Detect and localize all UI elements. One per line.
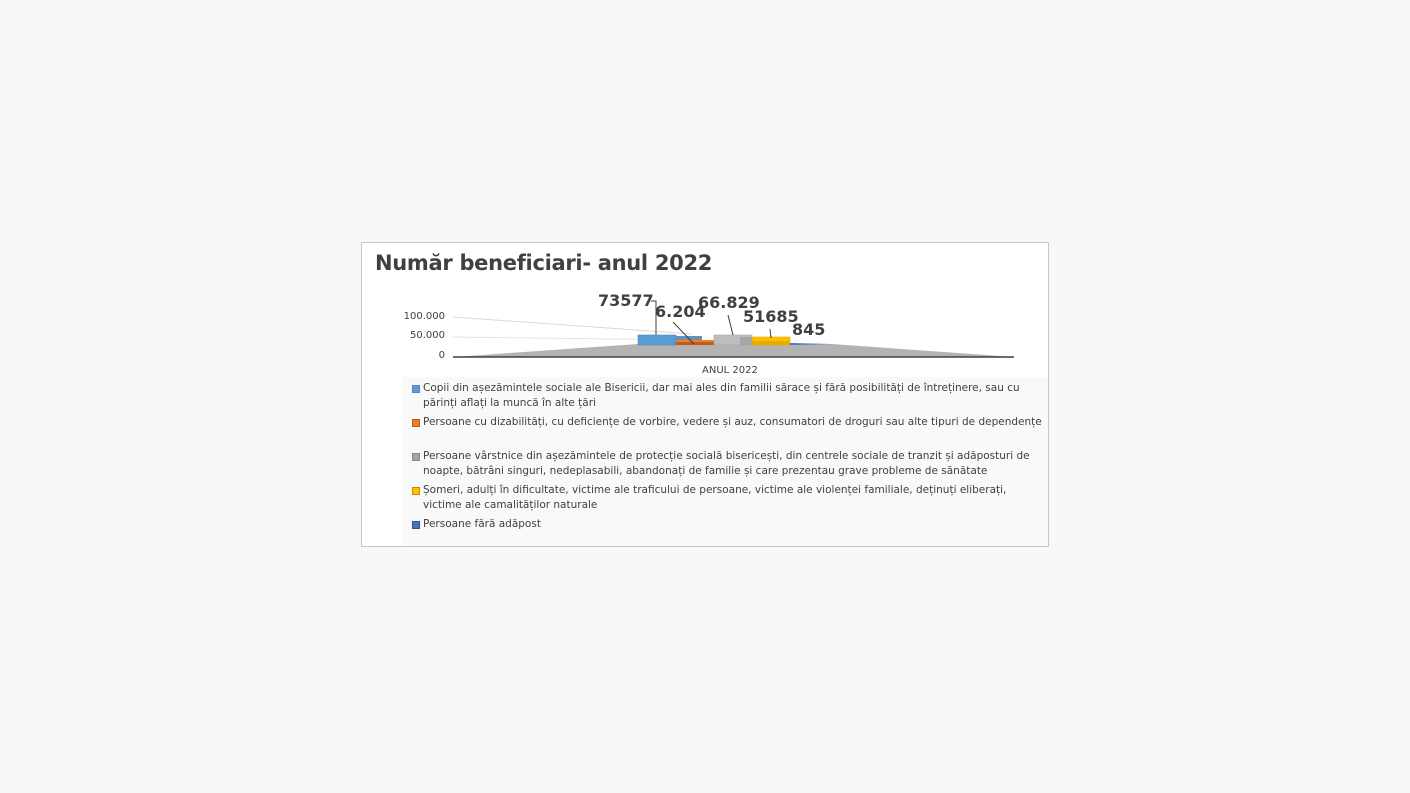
legend-swatch-blue-icon [412, 385, 420, 393]
data-label-series-3: 66.829 [698, 293, 760, 312]
bar-series-4 [752, 337, 790, 345]
legend-label: Persoane fără adăpost [423, 518, 541, 530]
legend-item-series-2[interactable] [412, 415, 1048, 430]
legend-label: Persoane vârstnice din așezămintele de protecție socială bisericești, din centrele sociale de tranzit și adăposturi de noapte, bătrâni singuri, nedeplasabili, abandonați de familie și care prezentau grave probleme de sănătate [423, 450, 1030, 477]
chart-container [361, 242, 1049, 547]
leader-line-3 [728, 315, 733, 335]
data-label-series-5: 845 [792, 320, 826, 339]
floor [453, 344, 1014, 357]
bar-series-3 [714, 335, 752, 345]
data-label-series-4: 51685 [743, 307, 799, 326]
legend-item-series-3[interactable] [412, 449, 1048, 479]
chart-title: Număr beneficiari- anul 2022 [375, 251, 713, 275]
y-tick-100000: 100.000 [403, 311, 445, 322]
y-tick-50000: 50.000 [410, 330, 445, 341]
legend-label: Șomeri, adulți în dificultate, victime ale traficului de persoane, victime ale violenței familiale, deținuți eliberați, victime ale camalităților naturale [423, 484, 1007, 511]
legend-label: Copii din așezămintele sociale ale Bisericii, dar mai ales din familii sărace și fără posibilități de întreținere, sau cu părinți aflați la muncă în alte țări [423, 382, 1020, 409]
data-label-series-2: 6.204 [655, 302, 706, 321]
chart-legend [402, 377, 1048, 546]
legend-item-series-4[interactable] [412, 483, 1048, 513]
data-label-series-1: 73577 [598, 291, 654, 310]
legend-item-series-1[interactable] [412, 381, 1048, 411]
legend-swatch-yellow-icon [412, 487, 420, 495]
legend-item-series-5[interactable] [412, 517, 1048, 532]
y-tick-0: 0 [438, 350, 445, 361]
leader-line-4 [770, 329, 771, 338]
legend-swatch-orange-icon [412, 419, 420, 427]
legend-swatch-gray-icon [412, 453, 420, 461]
bar-series-2 [676, 340, 714, 345]
legend-swatch-darkblue-icon [412, 521, 420, 529]
x-category-label: ANUL 2022 [702, 365, 758, 376]
legend-label: Persoane cu dizabilități, cu deficiențe de vorbire, vedere și auz, consumatori de droguri sau alte tipuri de dependențe [423, 416, 1042, 428]
